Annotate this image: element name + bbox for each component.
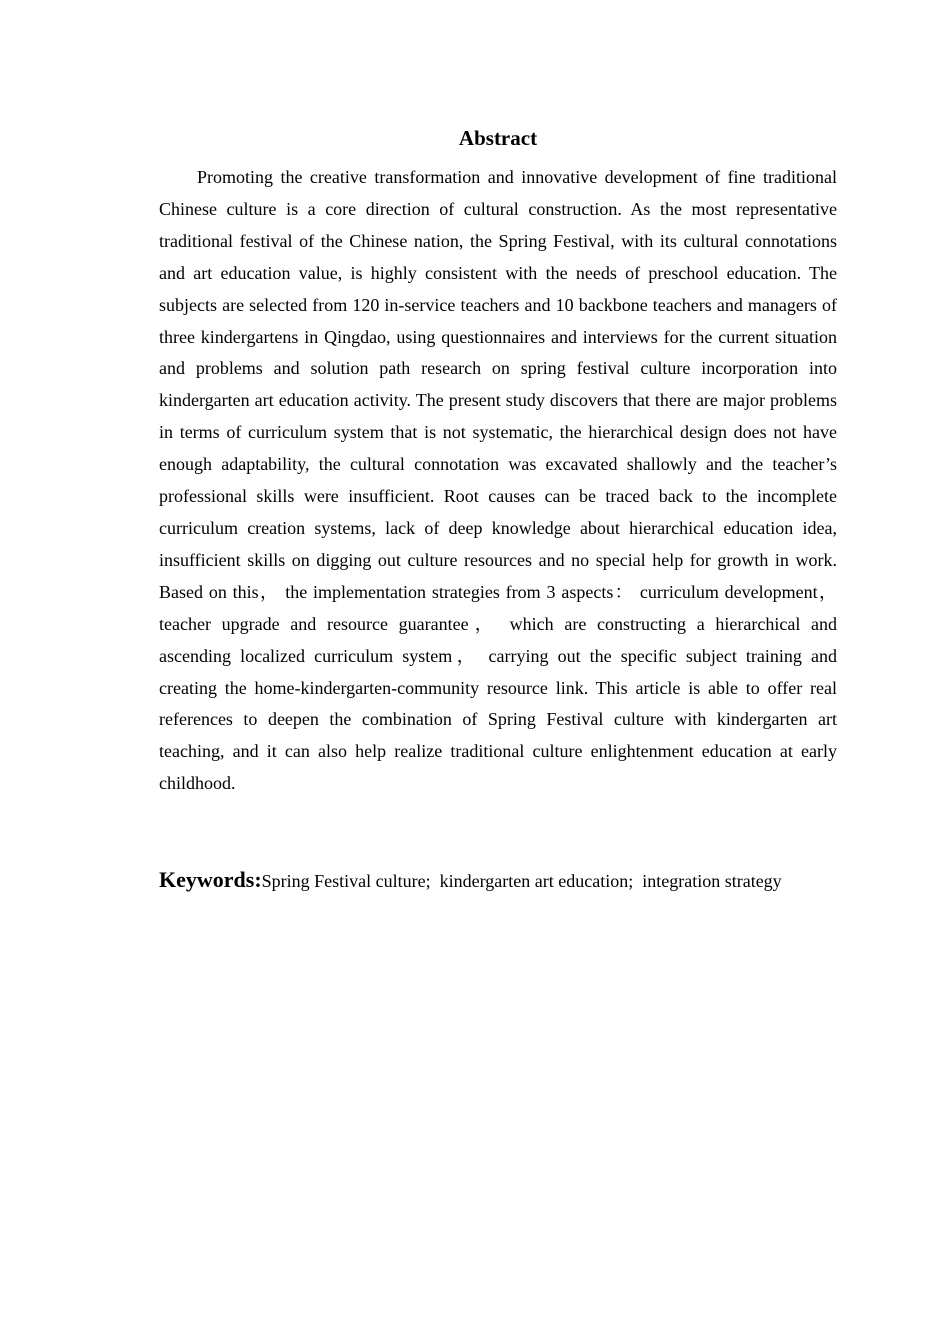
keywords-line — [159, 865, 849, 898]
keywords-text: Spring Festival culture; kindergarten art education; integration strategy — [261, 871, 782, 891]
keywords-label: Keywords: — [159, 867, 262, 892]
abstract-title: Abstract — [458, 126, 538, 150]
abstract-body: Promoting the creative transformation and innovative development of fine traditional Chinese culture is a core direction of cultural construction. As the most representative traditional festival of the Chinese nation, the Spring Festival, with its cultural connotations and art education value, is highly consistent with the needs of preschool education. The subjects are selected from 120 in-service teachers and 10 backbone teachers and managers of three kindergartens in Qingdao, using questionnaires and interviews for the current situation and problems and solution path research on spring festival culture incorporation into kindergarten art education activity. The present study discovers that there are major problems in terms of curriculum system that is not systematic, the hierarchical design does not have enough adaptability, the cultural connotation was excavated shallowly and the teacher’s professional skills were insufficient. Root causes can be traced back to the incomplete curriculum creation systems, lack of deep knowledge about hierarchical education idea, insufficient skills on digging out culture resources and no special help for growth in work. Based on this， the implementation strategies from 3 aspects： curriculum development， teacher upgrade and resource guarantee， which are constructing a hierarchical and ascending localized curriculum system， carrying out the specific subject training and creating the home-kindergarten-community resource link. This article is able to offer real references to deepen the combination of Spring Festival culture with kindergarten art teaching, and it can also help realize traditional culture enlightenment education at early childhood. — [159, 167, 837, 794]
